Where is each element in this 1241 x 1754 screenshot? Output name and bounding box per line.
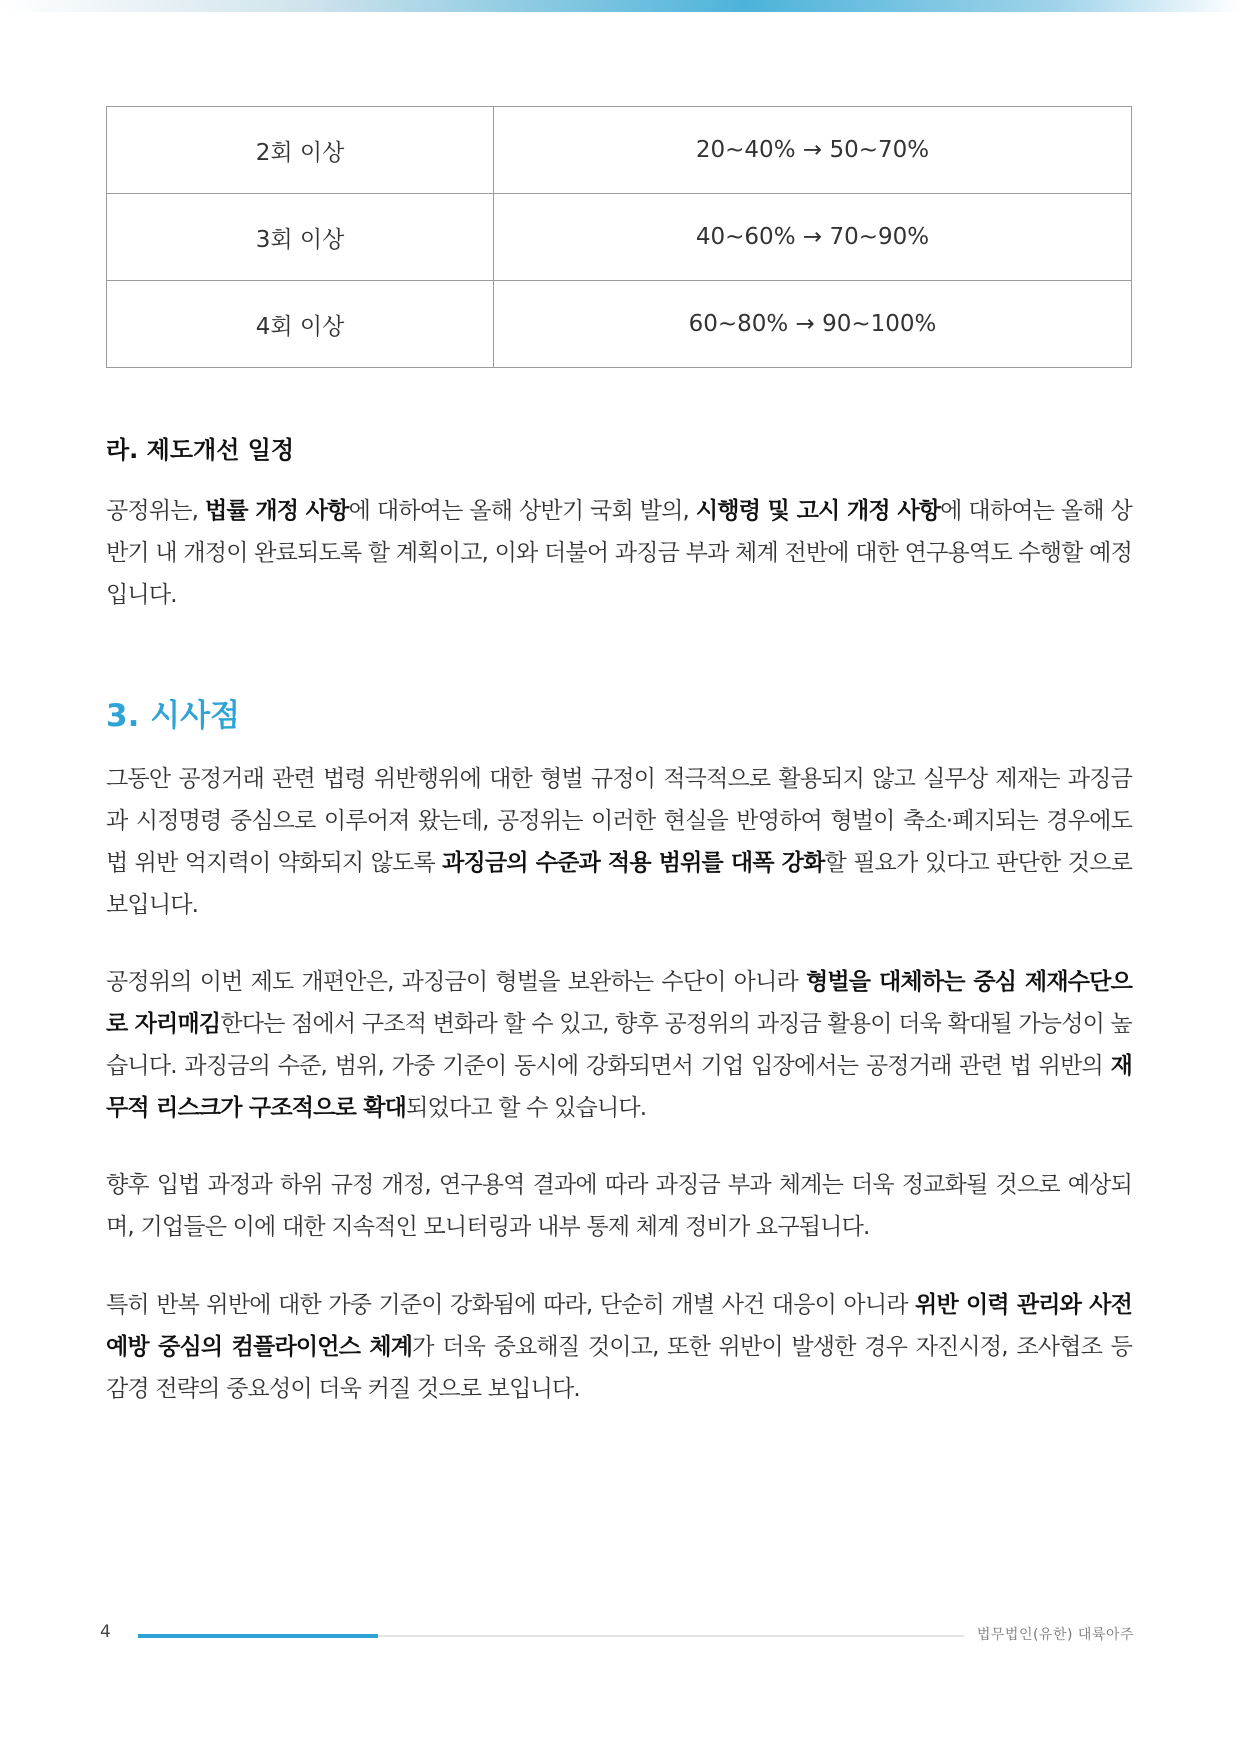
table-row — [107, 281, 1132, 368]
text-segment: 할 필요가 있다고 판단한 것으로 보입니다. — [106, 850, 1132, 918]
implication-paragraph-3 — [106, 1164, 1132, 1248]
schedule-paragraph — [106, 490, 1132, 616]
text-segment-bold: 위반 이력 관리와 사전 예방 중심의 컴플라이언스 체계 — [106, 1292, 1132, 1360]
text-segment-bold: 형벌을 대체하는 중심 제재수단으로 자리매김 — [106, 969, 1132, 1037]
surcharge-rate-table — [106, 106, 1132, 368]
text-segment-bold: 과징금의 수준과 적용 범위를 대폭 강화 — [442, 850, 825, 876]
page-number: 4 — [100, 1622, 111, 1642]
text-segment-bold: 법률 개정 사항 — [205, 498, 349, 524]
table-row — [107, 194, 1132, 281]
table-cell-count: 2회 이상 — [107, 107, 494, 194]
text-segment: 가 더욱 중요해질 것이고, 또한 위반이 발생한 경우 자진시정, 조사협조 등 감경 전략의 중요성이 더욱 커질 것으로 보입니다. — [106, 1334, 1132, 1402]
table-cell-count: 3회 이상 — [107, 194, 494, 281]
footer-firm-name: 법무법인(유한) 대륙아주 — [976, 1627, 1134, 1643]
text-segment: 되었다고 할 수 있습니다. — [406, 1095, 647, 1121]
text-segment: 특히 반복 위반에 대한 가중 기준이 강화됨에 따라, 단순히 개별 사건 대응이 아니라 — [106, 1292, 916, 1318]
table-cell-rate: 40~60% → 70~90% — [494, 194, 1132, 281]
text-segment: 향후 입법 과정과 하위 규정 개정, 연구용역 결과에 따라 과징금 부과 체계는 더욱 정교화될 것으로 예상되며, 기업들은 이에 대한 지속적인 모니터링과 내부 통제 체계 정비가 요구됩니다. — [106, 1172, 1132, 1240]
section-title: 3. 시사점 — [106, 698, 240, 734]
footer-accent-bar — [138, 1634, 378, 1638]
text-segment: 에 대하여는 올해 상반기 국회 발의, — [348, 498, 696, 524]
top-gradient-band — [0, 0, 1241, 12]
table-cell-count: 4회 이상 — [107, 281, 494, 368]
text-segment: 공정위의 이번 제도 개편안은, 과징금이 형벌을 보완하는 수단이 아니라 — [106, 969, 806, 995]
table-cell-rate: 60~80% → 90~100% — [494, 281, 1132, 368]
implication-paragraph-1 — [106, 758, 1132, 926]
implication-paragraph-4 — [106, 1284, 1132, 1410]
text-segment-bold: 시행령 및 고시 개정 사항 — [695, 498, 941, 524]
implication-paragraph-2 — [106, 961, 1132, 1129]
table-cell-rate: 20~40% → 50~70% — [494, 107, 1132, 194]
text-segment: 공정위는, — [106, 498, 206, 524]
text-segment: 에 대하여는 올해 상반기 내 개정이 완료되도록 할 계획이고, 이와 더불어 과징금 부과 체계 전반에 대한 연구용역도 수행할 예정입니다. — [106, 498, 1132, 608]
text-segment-bold: 재무적 리스크가 구조적으로 확대 — [106, 1053, 1132, 1121]
table-row — [107, 107, 1132, 194]
text-segment: 그동안 공정거래 관련 법령 위반행위에 대한 형벌 규정이 적극적으로 활용되지 않고 실무상 제재는 과징금과 시정명령 중심으로 이루어져 왔는데, 공정위는 이러한 현실을 반영하여 형벌이 축소·폐지되는 경우에도 법 위반 억지력이 약화되지 않도록 — [106, 766, 1132, 876]
sub-heading-schedule: 라. 제도개선 일정 — [106, 436, 295, 464]
text-segment: 한다는 점에서 구조적 변화라 할 수 있고, 향후 공정위의 과징금 활용이 더욱 확대될 가능성이 높습니다. 과징금의 수준, 범위, 가중 기준이 동시에 강화되면서 기업 입장에서는 공정거래 관련 법 위반의 — [106, 1011, 1132, 1079]
